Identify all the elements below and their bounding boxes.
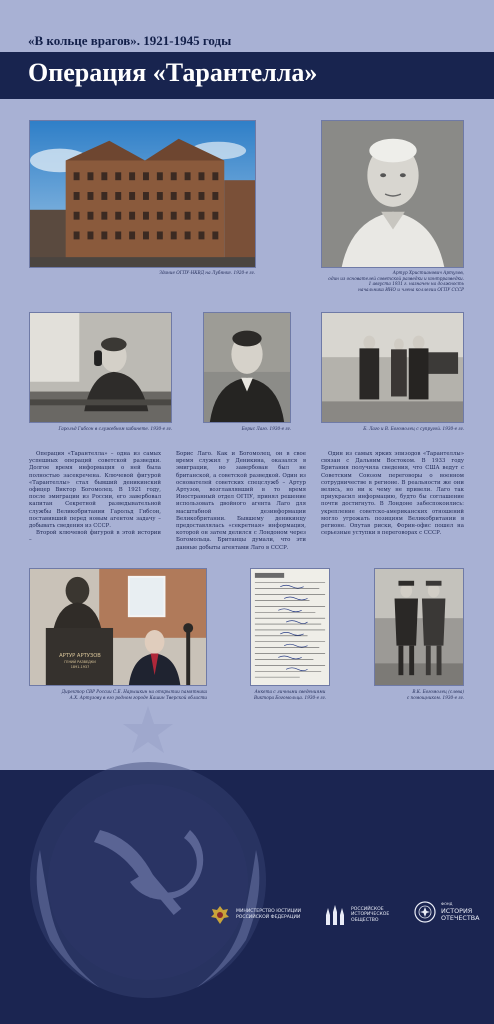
document-photo [250,568,330,686]
lago-photo [203,312,291,423]
text-column-3: Один из самых ярких эпизодов «Тарантеллы» связан с Дальним Востоком. В 1933 году Британия получила сведения, что США ведут с Советским Союзом переговоры о военном сотрудничестве в регионе. В реальности же они велись, но ни к чему не привели. Лаго так приукрасил информацию, будто бы соглашение почти достигнуто. В Лондоне забеспокоились: укрепление советско-американских отношений могло угрожать позициям Великобритании в регионе. Опутав риски, Форин-офис пошел на серьезные уступки в переговорах с СССР. [321,451,464,537]
eagle-emblem-icon [208,903,232,927]
section-supertitle: «В кольце врагов». 1921-1945 годы [28,33,232,48]
kremlin-towers-icon [323,903,347,927]
lago-group-photo [321,312,464,423]
monument-plaque: АРТУР АРТУЗОВ ГЕНИЙ РАЗВЕДКИ 1891-1937 [59,653,101,669]
text-column-1: Операция «Тарантелла» – одна из самых успешных операций советской разведки. Долгое время информация о ней была полностью засекречена. Ключевой фигурой «Тарантеллы» стал бывший деникинский офицер Виктор Богомолец. В 1921 году, после эмиграции из России, его завербовал капитан Секретной разведывательной службы Великобритании Гарольд Гибсон, поставивший перед новым агентом задачу – добывать сведения из СССР. Второй ключевой фигурой в этой истории – [29,451,161,544]
lubyanka-photo [29,120,256,268]
lago-caption: Борис Лаго. 1930-е гг. [241,426,291,431]
naryshkin-caption: Директор СВР России С.Е. Нарышкин на открытии памятника А.Х. Артузову в его родном городе Кашин Тверской области [61,689,207,700]
gibson-photo [29,312,172,423]
gibson-caption: Гарольд Гибсон в служебном кабинете. 1930-е гг. [58,426,172,431]
ussr-emblem-watermark [0,700,320,1024]
rio-logo: РОССИЙСКОЕ ИСТОРИЧЕСКОЕ ОБЩЕСТВО [323,903,389,927]
document-caption: Анкета с личными сведениями Виктора Богомольца. 1930-е гг. [254,689,326,700]
fund-seal-icon [413,900,437,924]
bogomolets-photo [374,568,464,686]
artuzov-caption: Артур Христианович Артузов, один из основателей советской разведки и контрразведки. 1 августа 1931 г. назначен на должность начальника ИНО и члена коллегии ОГПУ СССР [328,270,464,292]
artuzov-photo [321,120,464,268]
bogomolets-caption: В.К. Богомолец (слева) с помощником. 1930-е гг. [406,689,464,700]
ministry-logo: МИНИСТЕРСТВО ЮСТИЦИИ РОССИЙСКОЙ ФЕДЕРАЦИИ [208,903,301,927]
page-title: Операция «Тарантелла» [28,58,318,87]
fund-logo: ФОНД ИСТОРИЯ ОТЕЧЕСТВА [413,900,480,924]
lubyanka-caption: Здание ОГПУ-НКВД на Лубянке. 1920-е гг. [159,270,255,275]
naryshkin-photo [29,568,207,686]
text-column-2: Борис Лаго. Как и Богомолец, он в свое время служил у Деникина, оказался в эмиграции, но завербован был не британской, а советской разведкой. Один из основателей советских спецслужб – Артур Артузов, возглавлявший в то время Иностранный отдел ОГПУ, принял решение использовать двойного агента Лаго для масштабной дезинформации Великобритании. Бывшему деникинцу предоставлялась «секретная» информация, которой он затем делился с Лондоном через Богомольца. Британцы думали, что эти данные добыты агентами Лаго в СССР. [176,451,306,551]
lago-group-caption: Б. Лаго и В. Богомолец с супругой. 1930-е гг. [363,426,464,431]
